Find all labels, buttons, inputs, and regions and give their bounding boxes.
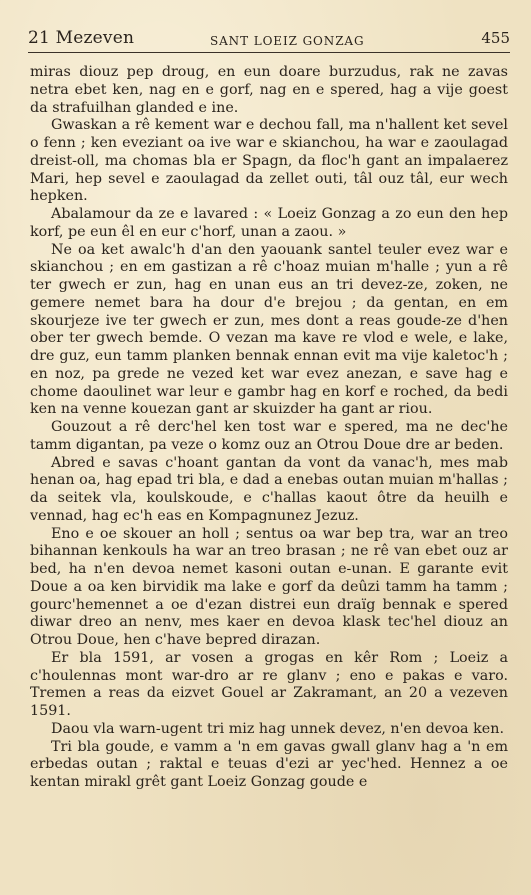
- header-date: 21 Mezeven: [28, 28, 135, 48]
- page-number: 455: [481, 29, 510, 47]
- paragraph: Gwaskan a rê kement war e dechou fall, ma n'hallent ket sevel o fenn ; ken eveziant oa ive war e skianchou, ha war e zaoulagad dreist-oll, ma chomas bla er Spagn, da floc'h gant an impalaerez Mari, hep sevel e zaoulagad da zellet outi, tâl ouz tâl, eur wech hepken.: [30, 117, 508, 205]
- paragraph: Abalamour da ze e lavared : « Loeiz Gonzag a zo eun den hep korf, pe eun êl en eur c'horf, unan a zaou. »: [30, 206, 508, 240]
- paragraph: Ne oa ket awalc'h d'an den yaouank santel teuler evez war e skianchou ; en em gastizan a rê c'hoaz muian m'halle ; yun a rê ter gwech er zun, hag en unan eus an tri devez-ze, zoken, ne gemere nemet bara ha dour d'e brejou ; da gentan, en em skourjeze ive ter gwech er zun, mes dont a reas goude-ze d'hen ober ter gwech bemde. O vezan ma kave re vlod e wele, e lake, dre guz, eun tamm planken bennak ennan evit ma vije kaletoc'h ; en noz, pa grede ne vezed ket war evez anezan, e save hag e chome daoulinet war leur e gambr hag en korf e roched, da bedi ken na venne kouezan gant ar skuizder ha gant ar riou.: [30, 241, 508, 418]
- paragraph: miras diouz pep droug, en eun doare burzudus, rak ne zavas netra ebet ken, nag en e gorf, nag en e spered, hag a vije goest da strafuilhan glanded e ine.: [30, 64, 508, 116]
- paragraph: Er bla 1591, ar vosen a grogas en kêr Rom ; Loeiz a c'houlennas mont war-dro ar re glanv ; eno e pakas e varo. Tremen a reas da eizvet Gouel ar Zakramant, an 20 a vezeven 1591.: [30, 649, 508, 719]
- paragraph: Gouzout a rê derc'hel ken tost war e spered, ma ne dec'he tamm digantan, pa veze o komz ouz an Otrou Doue dre ar beden.: [30, 419, 508, 453]
- page-body: [30, 64, 508, 792]
- paragraph: Abred e savas c'hoant gantan da vont da vanac'h, mes mab henan oa, hag epad tri bla, e dad a enebas outan muian m'hallas ; da seitek vla, koulskoude, e c'hallas kaout ôtre da heuilh e vennad, hag ec'h eas en Kompagnunez Jezuz.: [30, 454, 508, 524]
- paragraph: Eno e oe skouer an holl ; sentus oa war bep tra, war an treo bihannan kenkouls ha war an treo brasan ; ne rê van ebet ouz ar bed, ha n'en devoa nemet kasoni outan e-unan. E garante evit Doue a oa ken birvidik ma lake e gorf da deûzi tamm ha tamm ; gourc'hemennet a oe d'ezan distrei eun draïg bennak e spered diwar dreo an nenv, mes kaer en devoa klask tec'hel diouz an Otrou Doue, hen c'have bepred dirazan.: [30, 525, 508, 648]
- paragraph: Tri bla goude, e vamm a 'n em gavas gwall glanv hag a 'n em erbedas outan ; raktal e teuas d'ezi ar yec'hed. Hennez a oe kentan mirakl grêt gant Loeiz Gonzag goude e: [30, 738, 508, 790]
- paragraph: Daou vla warn-ugent tri miz hag unnek devez, n'en devoa ken.: [51, 720, 505, 737]
- running-header: [28, 26, 510, 50]
- header-title: SANT LOEIZ GONZAG: [210, 34, 365, 48]
- header-rule: [28, 52, 510, 53]
